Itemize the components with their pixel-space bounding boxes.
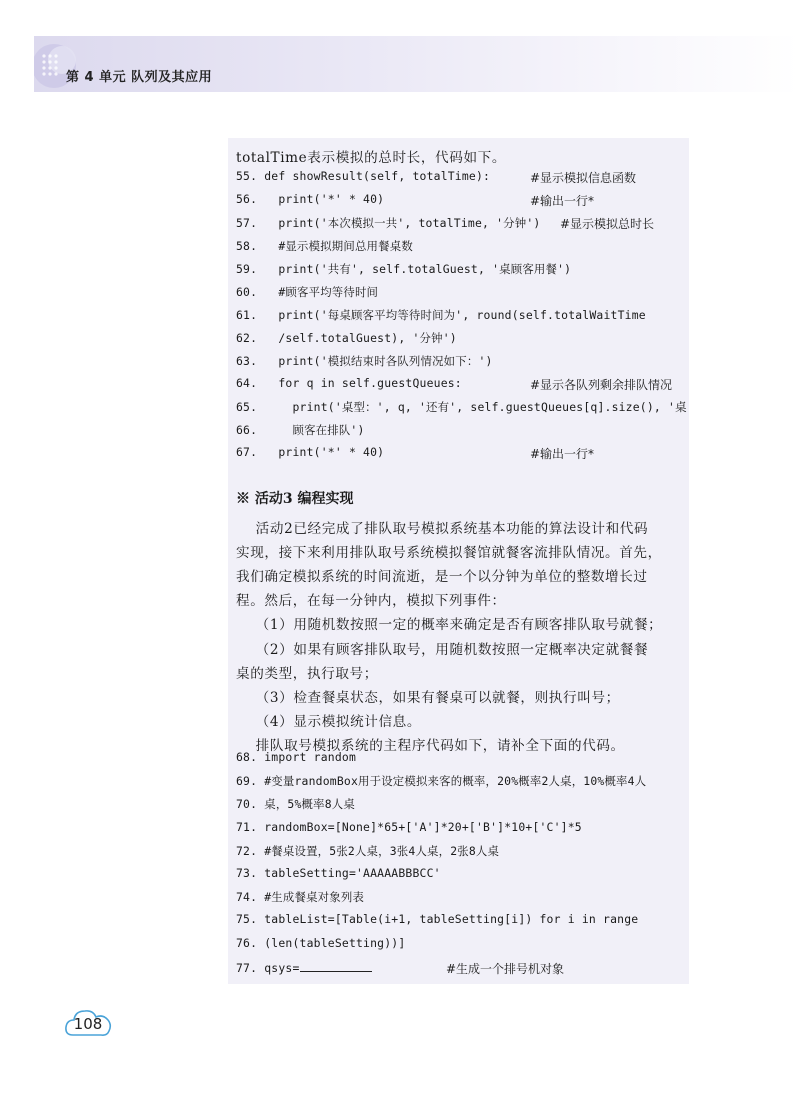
paragraph-line: 桌的类型，执行取号； [236, 665, 378, 682]
code-text: qsys= [264, 961, 300, 975]
line-number: 73. [236, 866, 258, 880]
code-text: print('桌型：', q, '还有', self.guestQueues[q].size(), '桌 [264, 400, 687, 414]
paragraph-line: （4）显示模拟统计信息。 [236, 713, 422, 730]
line-number: 74. [236, 890, 258, 905]
code-text: print('本次模拟一共', totalTime, '分钟') [264, 216, 541, 230]
code-line [236, 399, 687, 415]
paragraph-line: 实现，接下来利用排队取号系统模拟餐馆就餐客流排队情况。首先， [236, 545, 662, 562]
line-number: 68. [236, 750, 258, 764]
code-line [236, 773, 646, 789]
line-number: 72. [236, 843, 258, 858]
code-text: def showResult(self, totalTime): [264, 169, 491, 183]
code-text: tableList=[Table(i+1, tableSetting[i]) for i in range [264, 912, 639, 927]
paragraph-line: 程。然后，在每一分钟内，模拟下列事件： [236, 593, 506, 610]
line-number: 57. [236, 216, 258, 230]
code-line [236, 376, 462, 390]
code-line [236, 192, 384, 206]
code-text: /self.totalGuest), '分钟') [264, 331, 457, 345]
code-text: #变量randomBox用于设定模拟来客的概率，20%概率2人桌，10%概率4人 [264, 774, 647, 789]
code-line [236, 422, 365, 438]
line-number: 67. [236, 445, 258, 459]
activity-heading: ※ 活动3 编程实现 [236, 491, 354, 507]
code-line [236, 820, 582, 834]
code-text: tableSetting='AAAAABBBCC' [264, 866, 441, 880]
code-text: 顾客在排队') [264, 423, 365, 437]
code-text: print('模拟结束时各队列情况如下：') [264, 354, 493, 368]
line-number: 62. [236, 331, 258, 345]
code-text: print('共有', self.totalGuest, '桌顾客用餐') [264, 262, 572, 276]
fill-in-blank[interactable] [300, 960, 372, 972]
line-number: 70. [236, 797, 258, 812]
code-text: for q in self.guestQueues: [264, 376, 462, 390]
line-number: 75. [236, 912, 258, 927]
intro-text: totalTime表示模拟的总时长，代码如下。 [236, 150, 507, 166]
code-line-77 [236, 960, 372, 975]
code-text: #显示模拟期间总用餐桌数 [264, 239, 413, 253]
code-line [236, 353, 493, 369]
code-text: print('每桌顾客平均等待时间为', round(self.totalWaitTime [264, 308, 646, 322]
code-text: import random [264, 750, 357, 764]
line-number: 77. [236, 961, 258, 975]
code-line [236, 445, 384, 459]
line-number: 58. [236, 239, 258, 253]
code-comment: #显示模拟信息函数 [530, 171, 637, 185]
line-number: 64. [236, 376, 258, 390]
code-text: #餐桌设置，5张2人桌，3张4人桌，2张8人桌 [264, 843, 500, 858]
code-line [236, 889, 364, 905]
page-number: 108 [73, 1015, 103, 1033]
line-number: 60. [236, 285, 258, 299]
code-text: (len(tableSetting))] [264, 935, 406, 950]
paragraph-line: （3）检查餐桌状态，如果有餐桌可以就餐，则执行叫号； [236, 689, 620, 706]
code-line [236, 936, 405, 950]
code-line [236, 912, 638, 926]
line-number: 63. [236, 354, 258, 368]
line-number: 76. [236, 935, 258, 950]
line-number: 65. [236, 400, 258, 414]
code-text: print('*' * 40) [264, 445, 385, 459]
code-line [236, 261, 571, 277]
line-number: 55. [236, 169, 258, 183]
line-number: 59. [236, 262, 258, 276]
paragraph-line: （1）用随机数按照一定的概率来确定是否有顾客排队取号就餐； [236, 617, 663, 634]
code-text: 桌，5%概率8人桌 [264, 797, 355, 812]
line-number: 66. [236, 423, 258, 437]
code-line [236, 238, 413, 254]
code-line [236, 796, 355, 812]
line-number: 71. [236, 819, 258, 834]
code-line [236, 330, 457, 346]
code-line [236, 843, 499, 859]
code-line [236, 169, 490, 183]
code-comment: #输出一行* [530, 194, 595, 208]
code-text: randomBox=[None]*65+['A']*20+['B']*10+['C']*5 [264, 819, 582, 834]
line-number: 56. [236, 192, 258, 206]
paragraph-line: 活动2已经完成了排队取号模拟系统基本功能的算法设计和代码 [236, 521, 649, 537]
code-line [236, 750, 356, 764]
line-number: 69. [236, 774, 258, 789]
paragraph-line: 排队取号模拟系统的主程序代码如下，请补全下面的代码。 [236, 737, 625, 754]
code-line [236, 866, 441, 880]
code-text: print('*' * 40) [264, 192, 385, 206]
code-line [236, 307, 646, 323]
code-text: #顾客平均等待时间 [264, 285, 379, 299]
code-comment: #输出一行* [530, 447, 595, 461]
code-line [236, 284, 378, 300]
code-comment: #显示模拟总时长 [560, 217, 655, 231]
unit-title: 第 4 单元 队列及其应用 [66, 70, 213, 85]
paragraph-line: （2）如果有顾客排队取号，用随机数按照一定概率决定就餐餐 [236, 641, 649, 658]
code-comment: #显示各队列剩余排队情况 [530, 378, 673, 392]
paragraph-line: 我们确定模拟系统的时间流逝，是一个以分钟为单位的整数增长过 [236, 569, 648, 586]
code-text: #生成餐桌对象列表 [264, 890, 365, 905]
code-comment-77: #生成一个排号机对象 [446, 962, 565, 976]
line-number: 61. [236, 308, 258, 322]
page-number-badge [63, 1005, 113, 1041]
code-line [236, 215, 540, 231]
